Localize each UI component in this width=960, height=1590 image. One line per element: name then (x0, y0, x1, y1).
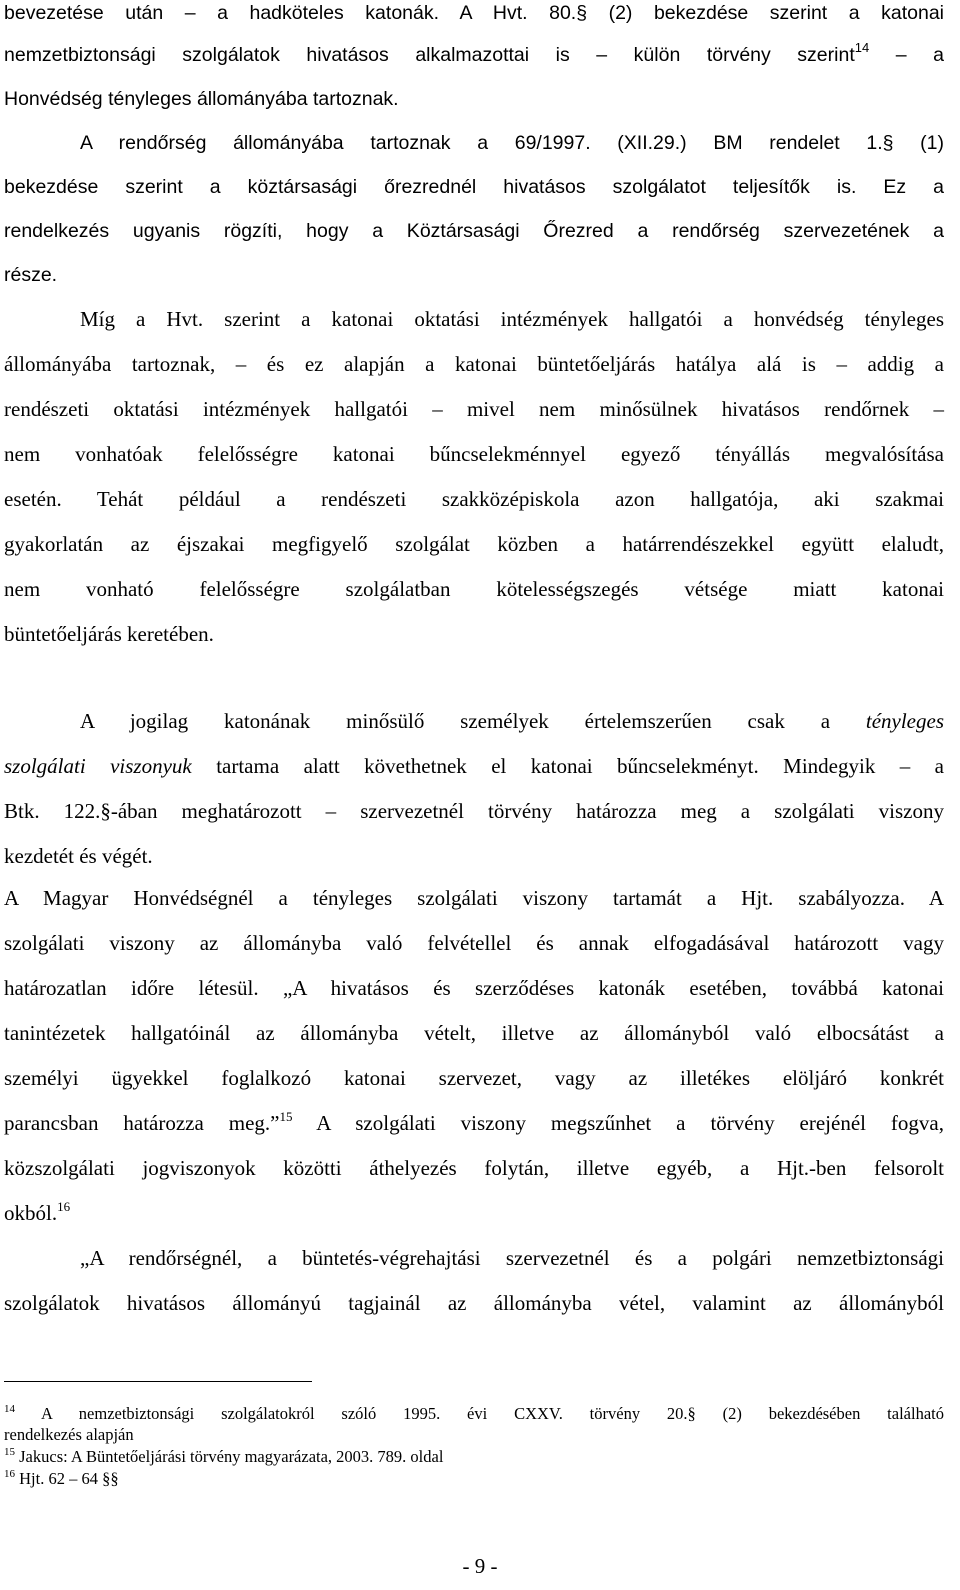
text-span: nemzetbiztonsági szolgálatok hivatásos alkalmazottai is – külön törvény szerint (4, 44, 855, 66)
footnote-ref: 16 (57, 1199, 71, 1214)
text-span: parancsban határozza meg.” (4, 1111, 280, 1135)
text-line: A Magyar Honvédségnél a tényleges szolgálati viszony tartamát a Hjt. szabályozza. A (4, 886, 944, 910)
text-line: része. (4, 264, 58, 286)
text-span: okból. (4, 1201, 58, 1225)
text-span: A jogilag katonának minősülő személyek értelemszerűen csak a (80, 709, 866, 733)
text-line: büntetőeljárás keretében. (4, 622, 214, 646)
text-line: A rendőrség állományába tartoznak a 69/1997. (XII.29.) BM rendelet 1.§ (1) (80, 132, 944, 154)
footnote-ref: 14 (854, 40, 870, 55)
text-line: szolgálati viszony az állományba való felvétellel és annak elfogadásával határozott vagy (4, 931, 944, 955)
text-line: közszolgálati jogviszonyok közötti áthelyezés folytán, illetve egyéb, a Hjt.-ben felsorolt (4, 1156, 944, 1180)
text-line: személyi ügyekkel foglalkozó katonai szervezet, vagy az illetékes elöljáró konkrét (4, 1066, 944, 1090)
text-line: rendészeti oktatási intézmények hallgatói – mivel nem minősülnek hivatásos rendőrnek – (4, 397, 944, 421)
text-span: tartama alatt követhetnek el katonai bűncselekményt. Mindegyik – a (191, 754, 944, 778)
text-span: – a (869, 44, 944, 66)
footnote-14-continued: rendelkezés alapján (4, 1425, 134, 1444)
text-span: A szolgálati viszony megszűnhet a törvény erejénél fogva, (292, 1111, 944, 1135)
text-line: határozatlan időre létesül. „A hivatásos és szerződéses katonák esetében, továbbá katonai (4, 976, 944, 1000)
text-line: bekezdése szerint a köztársasági őrezrednél hivatásos szolgálatot teljesítők is. Ez a (4, 176, 944, 198)
footnote-15 (4, 1447, 944, 1467)
footnote-text: Hjt. 62 – 64 §§ (19, 1469, 119, 1488)
text-line: nem vonhatóak felelősségre katonai bűncselekménnyel egyező tényállás megvalósítása (4, 442, 944, 466)
footnote-14 (4, 1404, 944, 1424)
text-line: tanintézetek hallgatóinál az állományba vételt, illetve az állományból való elbocsátást a (4, 1021, 944, 1045)
footnote-text: A nemzetbiztonsági szolgálatokról szóló 1995. évi CXXV. törvény 20.§ (2) bekezdésében található (40, 1404, 944, 1423)
text-line: „A rendőrségnél, a büntetés-végrehajtási szervezetnél és a polgári nemzetbiztonsági (80, 1246, 944, 1270)
footnote-number: 14 (4, 1403, 15, 1415)
text-line (4, 1110, 944, 1136)
footnote-number: 16 (4, 1468, 15, 1480)
text-line (80, 708, 944, 734)
text-line: Btk. 122.§-ában meghatározott – szervezetnél törvény határozza meg a szolgálati viszony (4, 799, 944, 823)
footnote-ref: 15 (279, 1109, 293, 1124)
text-line: rendelkezés ugyanis rögzíti, hogy a Köztársasági Őrezred a rendőrség szervezetének a (4, 220, 944, 242)
text-line: esetén. Tehát például a rendészeti szakközépiskola azon hallgatója, aki szakmai (4, 487, 944, 511)
text-line: gyakorlatán az éjszakai megfigyelő szolgálat közben a határrendészekkel együtt elaludt, (4, 532, 944, 556)
text-line: állományába tartoznak, – és ez alapján a katonai büntetőeljárás hatálya alá is – addig a (4, 352, 944, 376)
text-line: kezdetét és végét. (4, 844, 153, 868)
footnote-text: Jakucs: A Büntetőeljárási törvény magyarázata, 2003. 789. oldal (19, 1447, 444, 1466)
emphasis-text: szolgálati viszonyuk (4, 754, 192, 778)
text-line: bevezetése után – a hadköteles katonák. A Hvt. 80.§ (2) bekezdése szerint a katonai (4, 2, 944, 24)
footnote-number: 15 (4, 1446, 15, 1458)
text-line: Míg a Hvt. szerint a katonai oktatási intézmények hallgatói a honvédség tényleges (80, 307, 944, 331)
text-line (4, 1200, 944, 1226)
page-number: - 9 - (462, 1554, 498, 1578)
text-line: szolgálatok hivatásos állományú tagjainál az állományba vétel, valamint az állományból (4, 1291, 944, 1315)
text-line (4, 753, 944, 779)
text-line: Honvédség tényleges állományába tartoznak. (4, 88, 399, 110)
emphasis-text: tényleges (865, 709, 944, 733)
text-line (4, 42, 944, 68)
footnote-separator (4, 1381, 312, 1382)
text-line: nem vonható felelősségre szolgálatban kötelességszegés vétsége miatt katonai (4, 577, 944, 601)
footnote-16 (4, 1469, 944, 1489)
